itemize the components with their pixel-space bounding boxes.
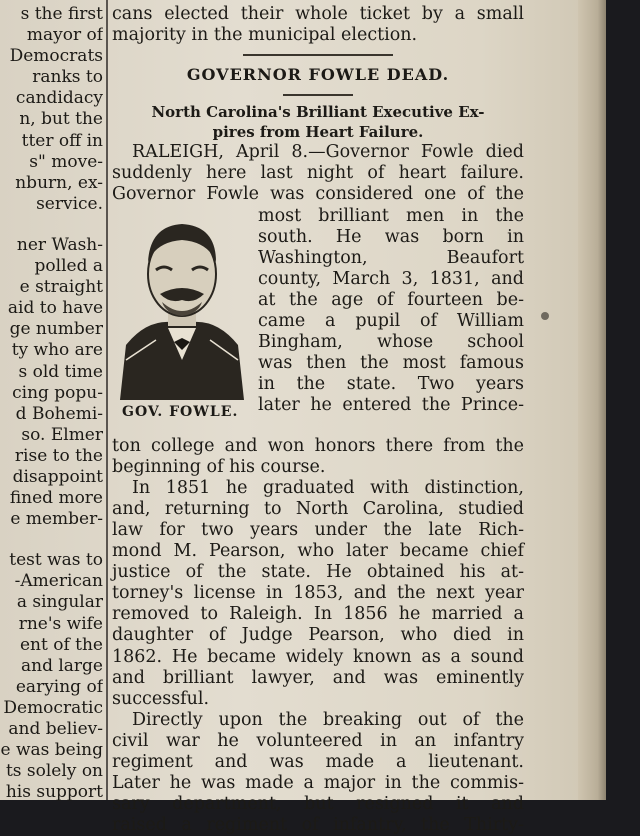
article-column bbox=[112, 4, 524, 836]
left-column-line bbox=[0, 530, 103, 550]
left-column-line: disappoint bbox=[12, 466, 103, 487]
subhead-line-2: pires from Heart Failure. bbox=[212, 123, 424, 142]
para2-line: and, returning to North Carolina, studied bbox=[112, 498, 524, 519]
left-column-line: ner Wash- bbox=[16, 234, 103, 255]
left-column-line: ge number bbox=[9, 319, 103, 340]
left-column-line: aid to have bbox=[7, 298, 103, 319]
top-line: cans elected their whole ticket by a small bbox=[112, 4, 524, 24]
para1-line: ton college and won honors there from the bbox=[112, 435, 524, 456]
para2-line: and brilliant lawyer, and was eminently bbox=[112, 667, 524, 688]
left-column-line: d Bohemi- bbox=[15, 403, 103, 424]
left-column-line: tter off in bbox=[21, 130, 103, 151]
left-column-line: nburn, ex- bbox=[15, 172, 103, 193]
para1-wrap-line: Bingham, whose school bbox=[258, 332, 524, 353]
para2-line: removed to Raleigh. In 1856 he married a bbox=[112, 604, 524, 625]
para1-wrap-line: south. He was born in bbox=[258, 226, 524, 247]
column-rule bbox=[106, 0, 108, 800]
para1-wrap-line: later he entered the Prince- bbox=[258, 395, 524, 416]
left-column-line: Democrats bbox=[9, 46, 103, 67]
left-column-line bbox=[0, 215, 103, 235]
left-column-line: e member- bbox=[10, 509, 103, 530]
left-column-line: fined more bbox=[9, 488, 103, 509]
left-column-line: a singular bbox=[16, 592, 103, 613]
governor-portrait-icon bbox=[116, 210, 248, 400]
para1-wrap-line: was then the most famous bbox=[258, 353, 524, 374]
para1-line: suddenly here last night of heart failure. bbox=[112, 163, 524, 184]
left-column-line: earying of bbox=[15, 676, 103, 697]
para1-wrap-line: Washington, Beaufort bbox=[258, 247, 524, 268]
para1-line: Governor Fowle was considered one of the bbox=[112, 184, 524, 205]
para1-wrap-line: most brilliant men in the bbox=[258, 205, 524, 226]
para2-line: torney's license in 1853, and the next year bbox=[112, 583, 524, 604]
left-column-line: s the first bbox=[20, 4, 103, 24]
para3-line: raised a regiment of infantry, the Thirty- bbox=[112, 815, 524, 836]
left-column bbox=[0, 4, 103, 803]
left-column-line: his support bbox=[5, 782, 103, 803]
left-column-line: test was to bbox=[9, 550, 103, 571]
para3-line: Later he was made a major in the commis- bbox=[112, 773, 524, 794]
para3-line: civil war he volunteered in an infantry bbox=[112, 730, 524, 751]
para1-line: beginning of his course. bbox=[112, 456, 326, 477]
left-column-line: n, but the bbox=[19, 109, 103, 130]
left-column-line: candidacy bbox=[15, 88, 103, 109]
left-column-line: and believ- bbox=[8, 719, 103, 739]
headline: GOVERNOR FOWLE DEAD. bbox=[186, 65, 450, 85]
para1-wrap-line: at the age of fourteen be- bbox=[258, 289, 524, 310]
para2-line: law for two years under the late Rich- bbox=[112, 519, 524, 540]
left-column-line: rise to the bbox=[14, 445, 103, 466]
para2-line: mond M. Pearson, who later became chief bbox=[112, 541, 524, 562]
left-column-line: s old time bbox=[18, 361, 103, 382]
left-column-line: e straight bbox=[19, 277, 103, 298]
left-column-line: ranks to bbox=[32, 67, 103, 88]
portrait-caption: GOV. FOWLE. bbox=[122, 403, 239, 420]
left-column-line: so. Elmer bbox=[21, 424, 103, 445]
left-column-line: Democratic bbox=[3, 697, 103, 718]
divider-short bbox=[283, 94, 353, 96]
paper-blemish bbox=[541, 312, 549, 320]
left-column-line: rne's wife bbox=[18, 613, 103, 634]
left-column-line: polled a bbox=[34, 256, 103, 277]
left-column-line: mayor of bbox=[26, 25, 103, 46]
portrait-figure bbox=[112, 206, 252, 436]
left-column-line: cing popu- bbox=[12, 382, 103, 403]
left-column-line: ent of the bbox=[19, 634, 103, 655]
left-column-line: service. bbox=[36, 193, 103, 214]
para1-line: RALEIGH, April 8.—Governor Fowle died bbox=[132, 142, 524, 163]
left-column-line: e was being bbox=[0, 740, 103, 761]
left-column-line: ts solely on bbox=[5, 761, 103, 782]
para1-wrap-line: county, March 3, 1831, and bbox=[258, 268, 524, 289]
torn-edge bbox=[578, 0, 606, 800]
para3-line: regiment and was made a lieutenant. bbox=[112, 751, 524, 772]
para3-line: sary department, but resigned it and bbox=[112, 794, 524, 815]
subhead-line-1: North Carolina's Brilliant Executive Ex- bbox=[151, 103, 485, 122]
divider bbox=[243, 54, 393, 56]
para2-line: successful. bbox=[112, 688, 210, 709]
left-column-line: -American bbox=[14, 571, 103, 592]
para2-line: daughter of Judge Pearson, who died in bbox=[112, 625, 524, 646]
para2-line: In 1851 he graduated with distinction, bbox=[132, 477, 524, 498]
top-line-2: majority in the municipal election. bbox=[112, 25, 418, 46]
para2-line: justice of the state. He obtained his at- bbox=[112, 562, 524, 583]
left-column-line: ty who are bbox=[11, 340, 103, 361]
left-column-line: and large bbox=[20, 655, 103, 676]
para2-line: 1862. He became widely known as a sound bbox=[112, 646, 524, 667]
para1-wrap-line: in the state. Two years bbox=[258, 374, 524, 395]
para1-wrap-line: came a pupil of William bbox=[258, 311, 524, 332]
para3-line: Directly upon the breaking out of the bbox=[132, 709, 524, 730]
left-column-line: s" move- bbox=[29, 151, 103, 172]
